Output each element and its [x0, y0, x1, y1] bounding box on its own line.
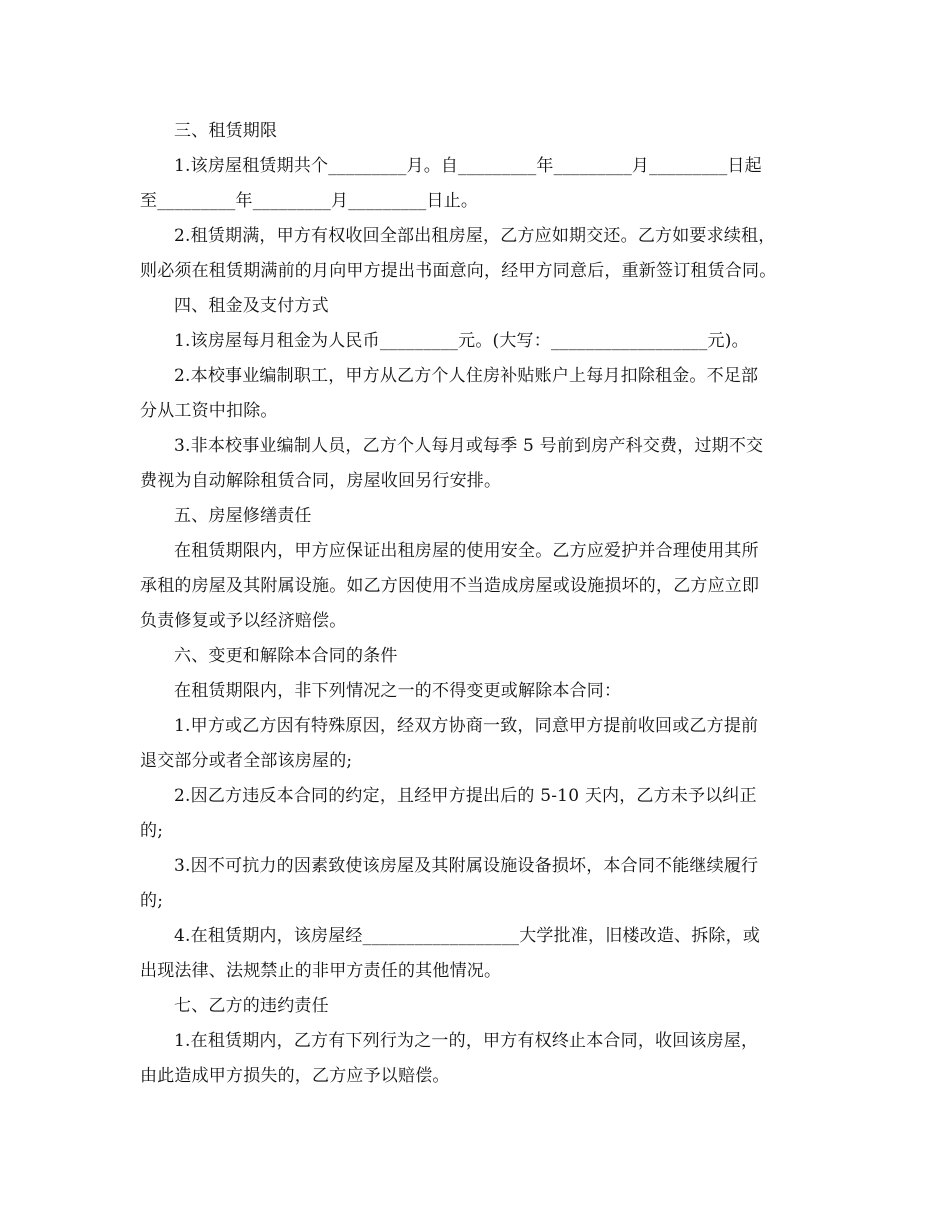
- paragraph-line: 2.租赁期满，甲方有权收回全部出租房屋，乙方应如期交还。乙方如要求续租，: [174, 226, 776, 246]
- paragraph-line: 费视为自动解除租赁合同，房屋收回另行安排。: [140, 471, 502, 491]
- paragraph-line: 的;: [140, 821, 164, 841]
- paragraph-line: 的;: [140, 891, 164, 911]
- section-heading: 五、房屋修缮责任: [174, 506, 312, 526]
- paragraph-line: 在租赁期限内，甲方应保证出租房屋的使用安全。乙方应爱护并合理使用其所: [174, 541, 759, 561]
- paragraph-line: 出现法律、法规禁止的非甲方责任的其他情况。: [140, 961, 502, 981]
- paragraph-line: 3.非本校事业编制人员，乙方个人每月或每季 5 号前到房产科交费，过期不交: [174, 436, 764, 456]
- paragraph-line: 在租赁期限内，非下列情况之一的不得变更或解除本合同：: [174, 681, 622, 701]
- paragraph-line: 2.本校事业编制职工，甲方从乙方个人住房补贴账户上每月扣除租金。不足部: [174, 366, 759, 386]
- paragraph-line: 至_________年_________月_________日止。: [140, 191, 479, 211]
- paragraph-line: 分从工资中扣除。: [140, 401, 278, 421]
- paragraph-line: 由此造成甲方损失的，乙方应予以赔偿。: [140, 1066, 450, 1086]
- section-heading: 六、变更和解除本合同的条件: [174, 646, 398, 666]
- paragraph-line: 承租的房屋及其附属设施。如乙方因使用不当造成房屋或设施损坏的，乙方应立即: [140, 576, 760, 596]
- paragraph-line: 则必须在租赁期满前的月向甲方提出书面意向，经甲方同意后，重新签订租赁合同。: [140, 261, 777, 281]
- section-heading: 三、租赁期限: [174, 121, 278, 141]
- paragraph-line: 3.因不可抗力的因素致使该房屋及其附属设施设备损坏，本合同不能继续履行: [174, 856, 759, 876]
- paragraph-line: 1.该房屋每月租金为人民币_________元。(大写：__________________元)。: [174, 331, 749, 351]
- paragraph-line: 1.在租赁期内，乙方有下列行为之一的，甲方有权终止本合同，收回该房屋，: [174, 1031, 759, 1051]
- paragraph-line: 2.因乙方违反本合同的约定，且经甲方提出后的 5-10 天内，乙方未予以纠正: [174, 786, 757, 806]
- paragraph-line: 负责修复或予以经济赔偿。: [140, 611, 347, 631]
- paragraph-line: 4.在租赁期内，该房屋经__________________大学批准，旧楼改造、拆除，或: [174, 926, 761, 946]
- paragraph-line: 1.该房屋租赁期共个_________月。自_________年_________月_________日起: [174, 156, 762, 176]
- paragraph-line: 1.甲方或乙方因有特殊原因，经双方协商一致，同意甲方提前收回或乙方提前: [174, 716, 759, 736]
- paragraph-line: 退交部分或者全部该房屋的;: [140, 751, 353, 771]
- section-heading: 四、租金及支付方式: [174, 296, 329, 316]
- section-heading: 七、乙方的违约责任: [174, 996, 329, 1016]
